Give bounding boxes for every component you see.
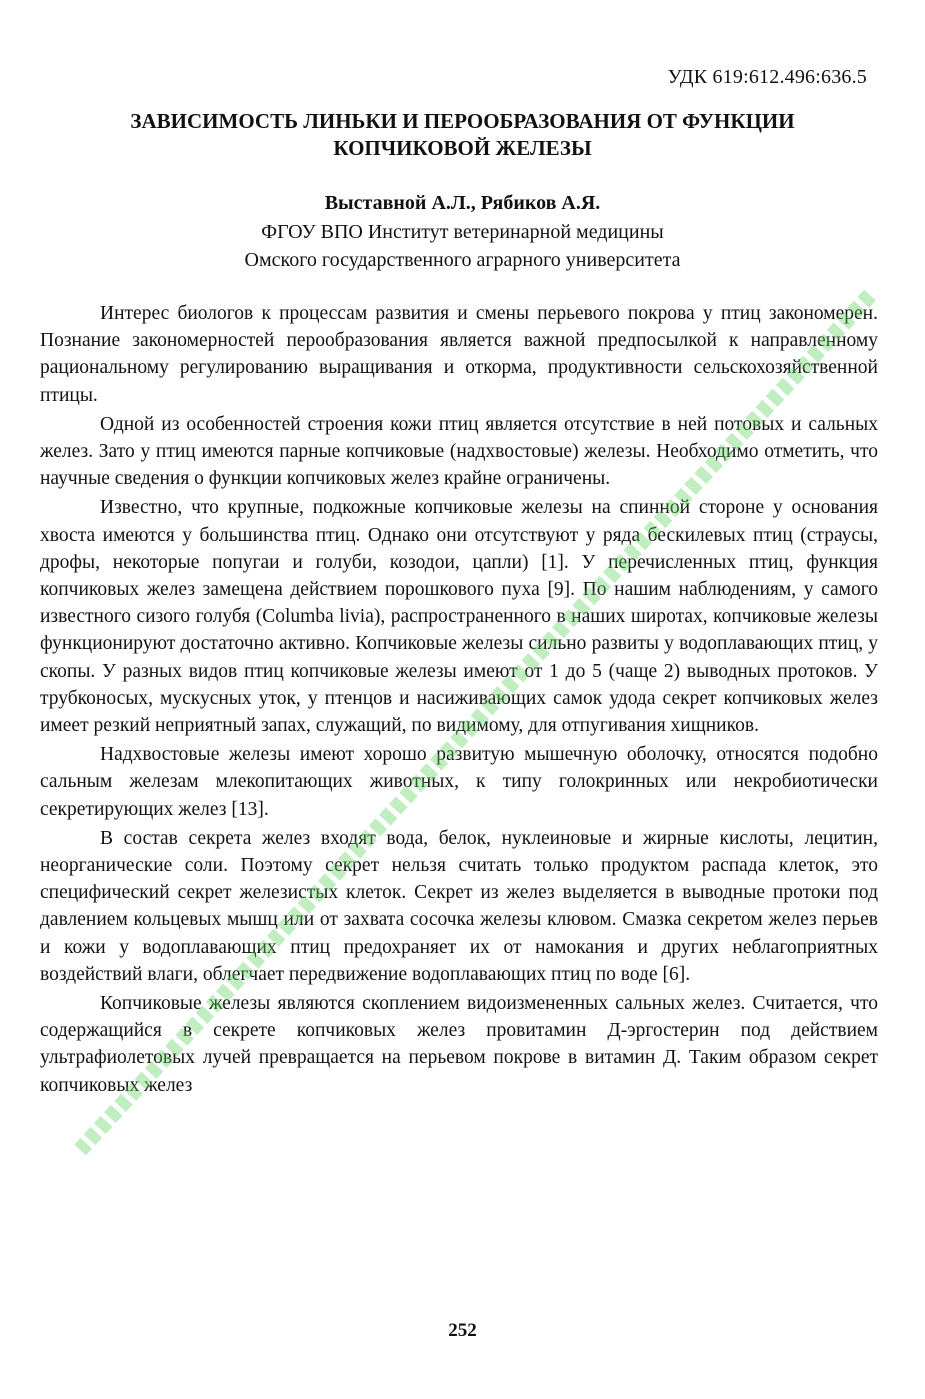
paragraph-4: Надхвостовые железы имеют хорошо развитую мышечную оболочку, относятся подобно сальным железам млекопитающих животных, к типу голокринных или некробиотически секретирующих желез [13]. bbox=[40, 744, 878, 820]
paragraph-1: Интерес биологов к процессам развития и смены перьевого покрова у птиц закономерен. Познание закономерностей перообразования является важной предпосылкой к направленному рациональному регулированию выращивания и откорма, продуктивности сельскохозяйственной птицы. bbox=[40, 303, 878, 406]
title-line-2: КОПЧИКОВОЙ ЖЕЛЕЗЫ bbox=[333, 136, 592, 160]
affiliation bbox=[40, 218, 885, 274]
article-title bbox=[40, 108, 885, 162]
title-line-1: ЗАВИСИМОСТЬ ЛИНЬКИ И ПЕРООБРАЗОВАНИЯ ОТ ФУНКЦИИ bbox=[130, 109, 795, 133]
udk-code: УДК 619:612.496:636.5 bbox=[667, 66, 867, 88]
affiliation-line-2: Омского государственного аграрного университета bbox=[244, 249, 681, 271]
paragraph-3: Известно, что крупные, подкожные копчиковые железы на спинной стороне у основания хвоста имеются у большинства птиц. Однако они отсутствуют у ряда бескилевых птиц (страусы, дрофы, некоторые попугаи и голуби, козодои, цапли) [1]. У перечисленных птиц, функция копчиковых желез замещена действием порошкового пуха [9]. По нашим наблюдениям, у самого известного сизого голубя (Columba livia), распространенного в наших широтах, копчиковые железы функционируют достаточно активно. Копчиковые железы сильно развиты у водоплавающих птиц, у скопы. У разных видов птиц копчиковые железы имеют от 1 до 5 (чаще 2) выводных протоков. У трубконосых, мускусных уток, у птенцов и насиживающих самок удода секрет копчиковых желез имеет резкий неприятный запах, служащий, по видимому, для отпугивания хищников. bbox=[40, 497, 878, 737]
article-body bbox=[40, 300, 878, 1099]
authors: Выставной А.Л., Рябиков А.Я. bbox=[324, 192, 601, 214]
page-number: 252 bbox=[448, 1320, 477, 1341]
paragraph-6: Копчиковые железы являются скоплением видоизмененных сальных желез. Считается, что содержащийся в секрете копчиковых желез провитамин Д-эргостерин под действием ультрафиолетовых лучей превращается на перьевом покрове в витамин Д. Таким образом секрет копчиковых желез bbox=[40, 993, 878, 1096]
paragraph-5: В состав секрета желез входят вода, белок, нуклеиновые и жирные кислоты, лецитин, неорганические соли. Поэтому секрет нельзя считать только продуктом распада клеток, это специфический секрет железистых клеток. Секрет из желез выделяется в выводные протоки под давлением кольцевых мышц или от захвата сосочка железы клювом. Смазка секретом желез перьев и кожи у водоплавающих птиц предохраняет их от намокания и других неблагоприятных воздействий влаги, облегчает передвижение водоплавающих птиц по воде [6]. bbox=[40, 827, 878, 985]
affiliation-line-1: ФГОУ ВПО Институт ветеринарной медицины bbox=[261, 221, 664, 243]
paragraph-2: Одной из особенностей строения кожи птиц является отсутствие в ней потовых и сальных желез. Зато у птиц имеются парные копчиковые (надхвостовые) железы. Необходимо отметить, что научные сведения о функции копчиковых желез крайне ограничены. bbox=[40, 413, 878, 490]
